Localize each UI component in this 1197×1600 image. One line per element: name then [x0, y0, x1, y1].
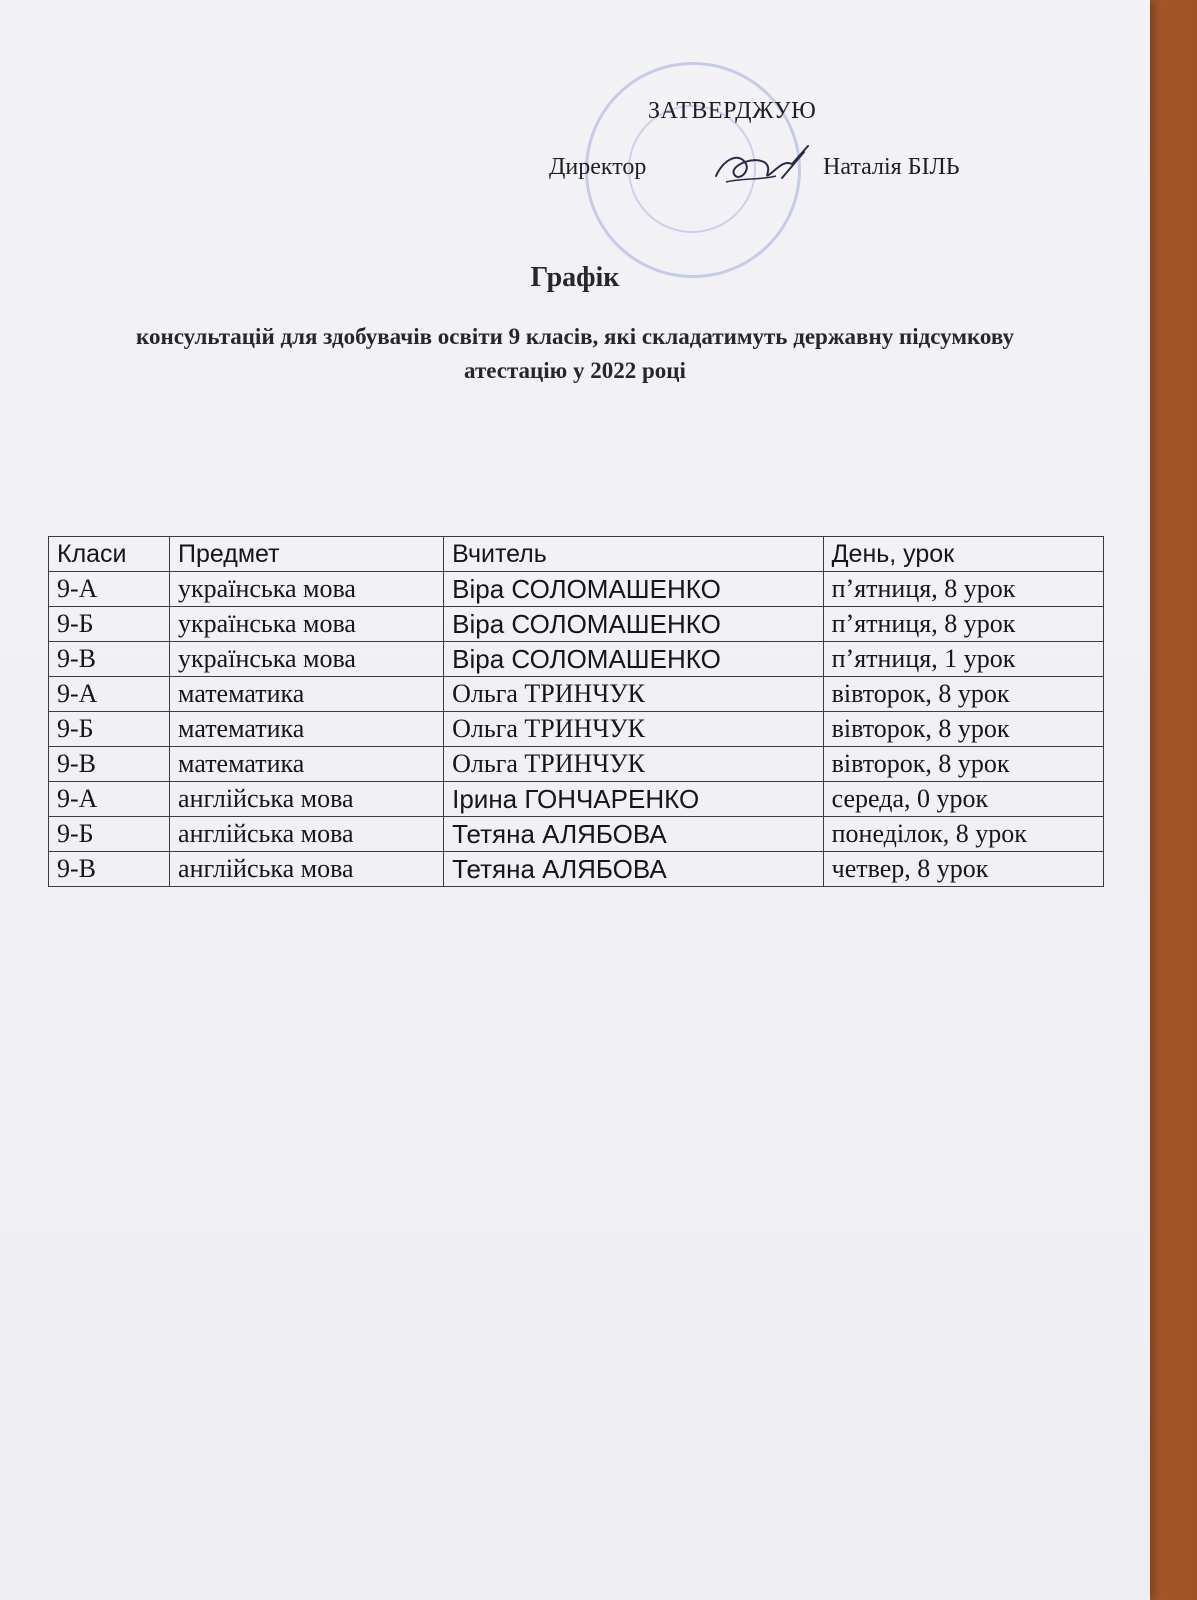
table-row [49, 747, 1104, 782]
approval-block [0, 0, 1150, 300]
cell-day-lesson: вівторок, 8 урок [823, 712, 1103, 747]
signature-icon [712, 138, 816, 198]
director-name: Наталія БІЛЬ [823, 154, 960, 180]
director-label: Директор [549, 154, 647, 180]
cell-day-lesson: вівторок, 8 урок [823, 747, 1103, 782]
table-row [49, 712, 1104, 747]
cell-day-lesson: понеділок, 8 урок [823, 817, 1103, 852]
cell-teacher: Тетяна АЛЯБОВА [444, 852, 824, 887]
table-row [49, 817, 1104, 852]
cell-subject: математика [170, 677, 444, 712]
table-header-row [49, 537, 1104, 572]
table-row [49, 642, 1104, 677]
header-classes: Класи [49, 537, 170, 572]
cell-day-lesson: п’ятниця, 8 урок [823, 572, 1103, 607]
cell-day-lesson: п’ятниця, 1 урок [823, 642, 1103, 677]
cell-day-lesson: п’ятниця, 8 урок [823, 607, 1103, 642]
cell-subject: англійська мова [170, 782, 444, 817]
cell-teacher: Ольга ТРИНЧУК [444, 747, 824, 782]
document-title: Графік [530, 262, 620, 293]
cell-subject: українська мова [170, 607, 444, 642]
header-day-lesson: День, урок [823, 537, 1103, 572]
cell-subject: українська мова [170, 642, 444, 677]
table-row [49, 607, 1104, 642]
cell-class: 9-Б [49, 712, 170, 747]
table-row [49, 782, 1104, 817]
cell-class: 9-Б [49, 817, 170, 852]
cell-class: 9-В [49, 642, 170, 677]
cell-teacher: Ірина ГОНЧАРЕНКО [444, 782, 824, 817]
cell-class: 9-В [49, 747, 170, 782]
table-row [49, 677, 1104, 712]
cell-subject: українська мова [170, 572, 444, 607]
cell-teacher: Віра СОЛОМАШЕНКО [444, 572, 824, 607]
table-row [49, 852, 1104, 887]
cell-subject: англійська мова [170, 852, 444, 887]
header-subject: Предмет [170, 537, 444, 572]
cell-subject: математика [170, 747, 444, 782]
approve-label: ЗАТВЕРДЖУЮ [648, 98, 817, 124]
cell-class: 9-А [49, 677, 170, 712]
cell-teacher: Тетяна АЛЯБОВА [444, 817, 824, 852]
cell-day-lesson: середа, 0 урок [823, 782, 1103, 817]
cell-day-lesson: четвер, 8 урок [823, 852, 1103, 887]
cell-teacher: Віра СОЛОМАШЕНКО [444, 607, 824, 642]
cell-day-lesson: вівторок, 8 урок [823, 677, 1103, 712]
cell-subject: англійська мова [170, 817, 444, 852]
consultation-schedule-table [48, 536, 1104, 887]
cell-subject: математика [170, 712, 444, 747]
document-subtitle: консультацій для здобувачів освіти 9 класів, які складатимуть державну підсумкову атестацію у 2022 році [136, 324, 1014, 383]
cell-class: 9-А [49, 782, 170, 817]
header-teacher: Вчитель [444, 537, 824, 572]
cell-class: 9-Б [49, 607, 170, 642]
cell-class: 9-А [49, 572, 170, 607]
cell-class: 9-В [49, 852, 170, 887]
cell-teacher: Віра СОЛОМАШЕНКО [444, 642, 824, 677]
cell-teacher: Ольга ТРИНЧУК [444, 677, 824, 712]
table-row [49, 572, 1104, 607]
cell-teacher: Ольга ТРИНЧУК [444, 712, 824, 747]
